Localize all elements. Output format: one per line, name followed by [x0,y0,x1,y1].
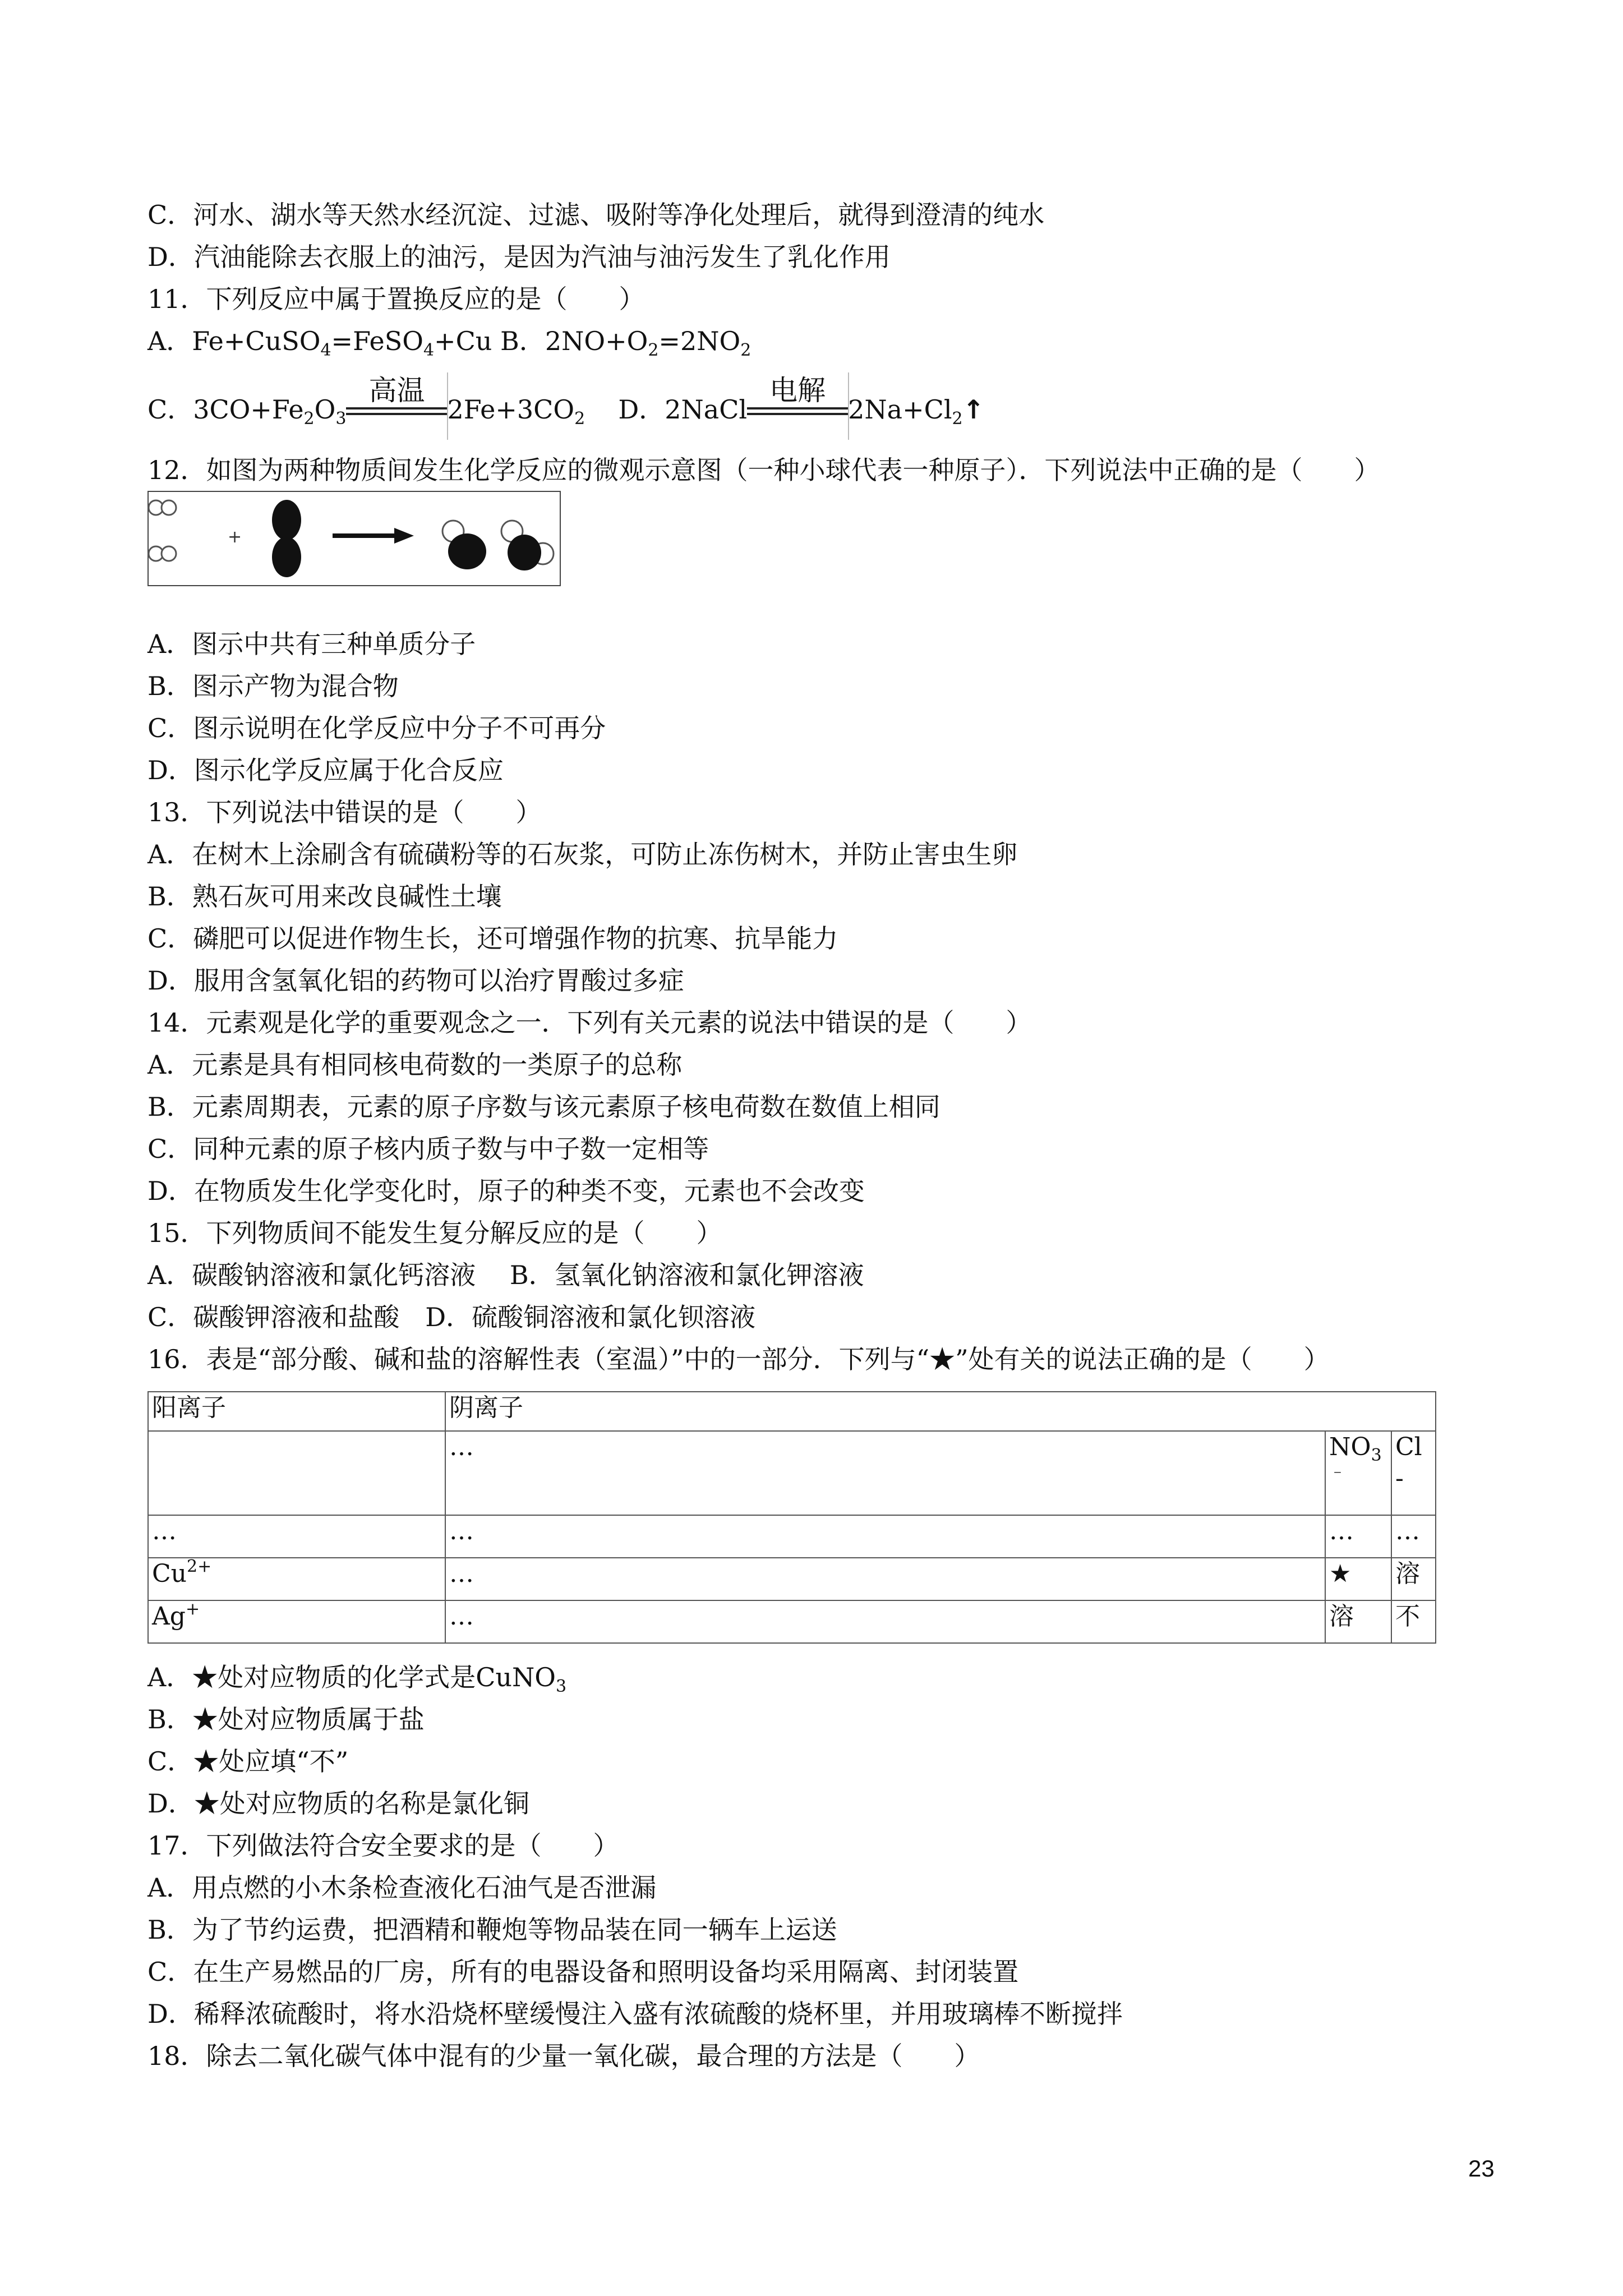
q13-option-c: C．磷肥可以促进作物生长，还可增强作物的抗寒、抗旱能力 [147,923,838,954]
q13-option-b: B．熟石灰可用来改良碱性土壤 [147,881,502,912]
q11-options-cd [147,374,985,429]
q11-option-b: B．$2NO+O_2=2NO_2$ [500,326,751,360]
solubility-table [147,1391,1436,1644]
q15-options-cd: C．碳酸钾溶液和盐酸 D．硫酸铜溶液和氯化钡溶液 [147,1302,756,1332]
reaction-condition-electrolysis: 电解 [747,393,848,426]
q13-option-a: A．在树木上涂刷含有硫磺粉等的石灰浆，可防止冻伤树木，并防止害虫生卵 [147,839,1018,869]
q12-option-a: A．图示中共有三种单质分子 [147,629,476,659]
q15-stem: 15．下列物质间不能发生复分解反应的是（ ） [147,1218,722,1248]
q11-option-a: A．Fe+CuSO$_4$=FeSO$_4$+Cu [147,326,492,360]
q17-stem: 17．下列做法符合安全要求的是（ ） [147,1830,619,1861]
q11-option-c: C．$3CO+Fe_2O_3$ 高温 $2Fe+3CO_2$ [147,394,585,425]
q17-option-c: C．在生产易燃品的厂房，所有的电器设备和照明设备均采用隔离、封闭装置 [147,1957,1019,1987]
q16-option-c: C．★处应填“不” [147,1746,349,1777]
q12-option-b: B．图示产物为混合物 [147,671,399,701]
table-row: … … … … [148,1515,1436,1558]
q12-option-c: C．图示说明在化学反应中分子不可再分 [147,713,606,743]
q11-option-d: D．2NaCl 电解 $2Na+Cl_2↑$ [618,394,984,425]
anion-chloride: Cl - [1391,1431,1436,1515]
q11-stem: 11．下列反应中属于置换反应的是（ ） [147,284,645,314]
q16-option-b: B．★处对应物质属于盐 [147,1704,425,1734]
q11-options-ab [147,324,751,358]
q12-stem: 12．如图为两种物质间发生化学反应的微观示意图（一种小球代表一种原子）．下列说法中正确的是（ ） [147,455,1380,485]
q16-option-a: A．★处对应物质的化学式是CuNO$_3$ [147,1662,567,1696]
table-row [148,1392,1436,1431]
q18-stem: 18．除去二氧化碳气体中混有的少量一氧化碳，最合理的方法是（ ） [147,2041,980,2071]
q14-option-b: B．元素周期表，元素的原子序数与该元素原子核电荷数在数值上相同 [147,1092,940,1122]
q16-stem: 16．表是“部分酸、碱和盐的溶解性表（室温）”中的一部分．下列与“★”处有关的说法正确的是（ ） [147,1344,1330,1374]
table-row: $Cu^{2+}$ … ★ 溶 [148,1558,1436,1600]
q15-options-ab: A．碳酸钠溶液和氯化钙溶液 B．氢氧化钠溶液和氯化钾溶液 [147,1260,864,1290]
q17-option-b: B．为了节约运费，把酒精和鞭炮等物品装在同一辆车上运送 [147,1915,837,1945]
q17-option-a: A．用点燃的小木条检查液化石油气是否泄漏 [147,1872,657,1903]
q17-option-d: D．稀释浓硫酸时，将水沿烧杯壁缓慢注入盛有浓硫酸的烧杯里，并用玻璃棒不断搅拌 [147,1999,1123,2029]
reaction-condition-heating: 高温 [346,393,447,426]
q10-option-d: D．汽油能除去衣服上的油污，是因为汽油与油污发生了乳化作用 [147,242,891,272]
q14-stem: 14．元素观是化学的重要观念之一．下列有关元素的说法中错误的是（ ） [147,1007,1032,1038]
cation-copper: $Cu^{2+}$ [148,1558,445,1600]
q14-option-c: C．同种元素的原子核内质子数与中子数一定相等 [147,1134,709,1164]
q14-option-d: D．在物质发生化学变化时，原子的种类不变，元素也不会改变 [147,1176,865,1206]
q14-option-a: A．元素是具有相同核电荷数的一类原子的总称 [147,1050,683,1080]
svg-text:+: + [228,527,242,547]
reaction-micro-diagram [147,491,561,586]
anion-nitrate: $NO_3^﹣$ [1325,1431,1391,1515]
q13-stem: 13．下列说法中错误的是（ ） [147,797,542,827]
header-cation: 阳离子 [148,1392,445,1431]
q16-option-d: D．★处对应物质的名称是氯化铜 [147,1788,529,1819]
page-number: 23 [1468,2155,1495,2182]
star-cell: ★ [1325,1558,1391,1600]
q10-option-c: C．河水、湖水等天然水经沉淀、过滤、吸附等净化处理后，就得到澄清的纯水 [147,200,1045,230]
table-row: … $NO_3^﹣$ Cl - [148,1431,1436,1515]
q13-option-d: D．服用含氢氧化铝的药物可以治疗胃酸过多症 [147,965,684,996]
cation-silver: Ag+ [148,1600,445,1643]
header-anion: 阴离子 [445,1392,1436,1431]
table-row: Ag+ … 溶 不 [148,1600,1436,1643]
q12-option-d: D．图示化学反应属于化合反应 [147,755,504,785]
